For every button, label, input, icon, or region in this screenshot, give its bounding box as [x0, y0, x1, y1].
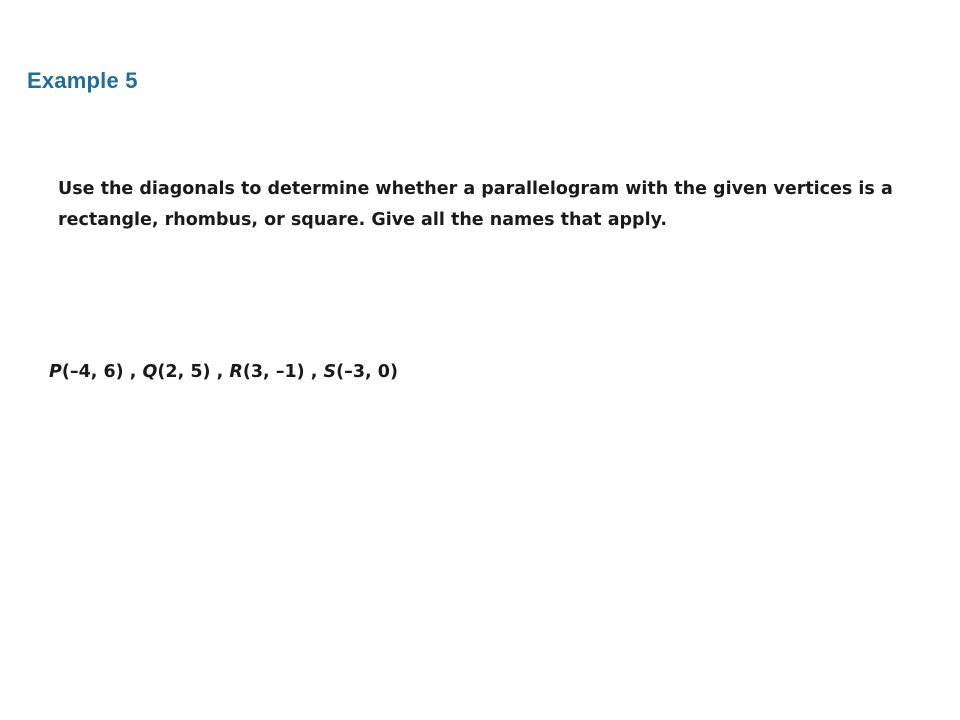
- vertex-list: [49, 358, 398, 386]
- vertex-coords: (–3, 0): [336, 362, 398, 382]
- vertex-coords: (2, 5): [157, 362, 211, 382]
- vertex-p: [49, 362, 124, 382]
- vertex-separator: ,: [123, 362, 143, 382]
- vertex-coords: (–4, 6): [61, 362, 124, 382]
- vertex-r: [229, 362, 304, 382]
- problem-statement: Use the diagonals to determine whether a parallelogram with the given vertices is a rectangle, rhombus, or square. Give all the names that apply.: [58, 179, 893, 230]
- vertex-label: R: [229, 362, 243, 382]
- slide-title: Example 5: [27, 68, 138, 93]
- vertex-label: S: [323, 362, 337, 382]
- vertex-separator: ,: [304, 362, 324, 382]
- vertex-label: P: [49, 362, 62, 382]
- vertex-separator: ,: [210, 362, 230, 382]
- vertex-coords: (3, –1): [242, 362, 305, 382]
- vertex-label: Q: [142, 362, 158, 382]
- vertex-s: [324, 362, 398, 382]
- vertex-q: [143, 362, 211, 382]
